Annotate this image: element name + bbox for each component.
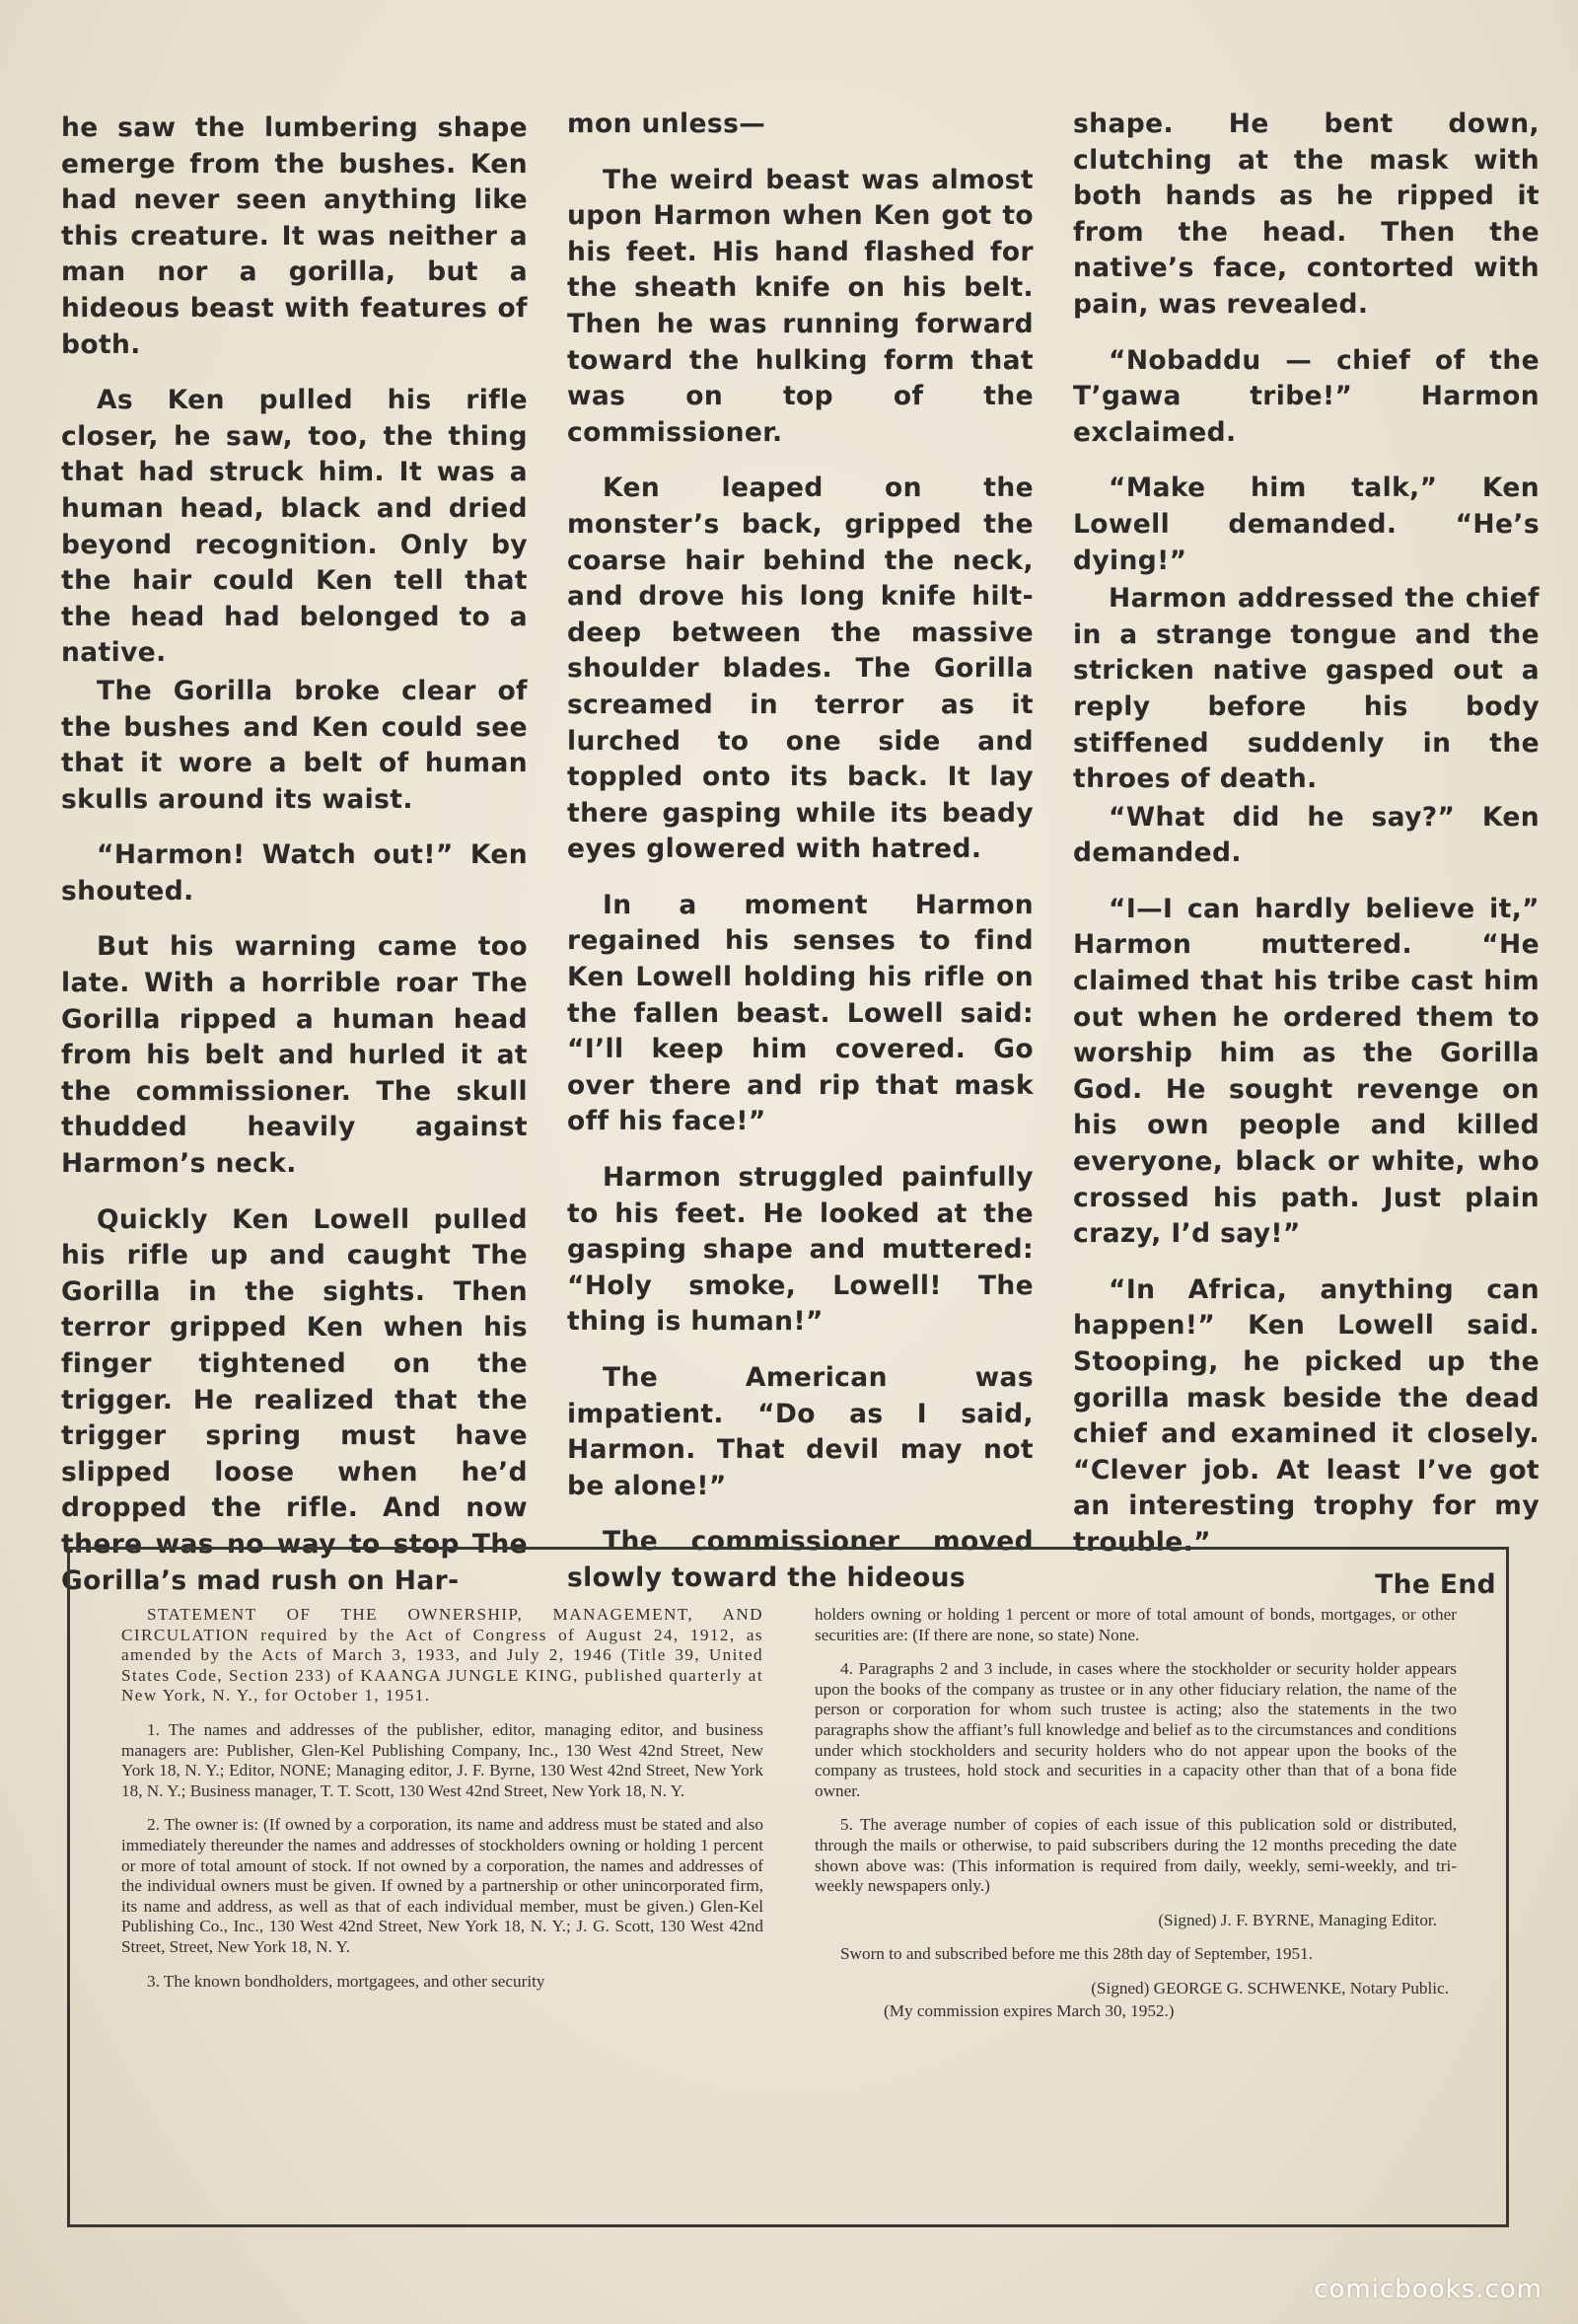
watermark-text: comicbooks.com bbox=[1314, 2275, 1542, 2304]
story-paragraph: “What did he say?” Ken demanded. bbox=[1073, 801, 1540, 869]
managing-editor-signature: (Signed) J. F. BYRNE, Managing Editor. bbox=[1158, 1910, 1437, 1929]
story-paragraph: “Nobaddu — chief of the T’gawa tribe!” Harmon exclaimed. bbox=[1073, 344, 1540, 448]
story-paragraph: shape. He bent down, clutching at the mask with both hands as he ripped it from the head. Then the native’s face, contorted with pain, was revealed. bbox=[1073, 109, 1540, 320]
statement-paragraph: 4. Paragraphs 2 and 3 include, in cases where the stockholder or security holder appears upon the books of the company as trustee or in any other fiduciary relation, the name of the person or corporation for whom such trustee is acting; also the statements in the two paragraphs show the affiant’s full knowledge and belief as to the circumstances and conditions under which stockholders and security holders who do not appear upon the books of the company as trustees, hold stock and securities in a capacity other than that of a bona fide owner. bbox=[815, 1659, 1457, 1800]
story-paragraph: he saw the lumbering shape emerge from the bushes. Ken had never seen anything like this creature. It was neither a man nor a gorilla, but a hideous beast with features of both. bbox=[61, 112, 528, 360]
story-paragraph: Harmon struggled painfully to his feet. He looked at the gasping shape and muttered: “Holy smoke, Lowell! The thing is human!” bbox=[567, 1162, 1034, 1338]
story-paragraph: The Gorilla broke clear of the bushes and Ken could see that it wore a belt of human skulls around its waist. bbox=[61, 675, 528, 815]
ownership-statement-box bbox=[67, 1547, 1509, 2227]
story-paragraph: Quickly Ken Lowell pulled his rifle up and caught The Gorilla in the sights. Then terror gripped Ken when his finger tightened on the trigger. He realized that the trigger spring must have slipped loose when he’d dropped the rifle. And now there was no way to stop The Gorilla’s mad rush on Har- bbox=[61, 1203, 528, 1596]
story-column-3 bbox=[1073, 107, 1540, 1600]
statement-column-right bbox=[815, 1605, 1457, 2205]
the-end-label: The End bbox=[1375, 1568, 1496, 1600]
story-paragraph: In a moment Harmon regained his senses to find Ken Lowell holding his rifle on the fallen beast. Lowell said: “I’ll keep him covered. Go over there and rip that mask off his face!” bbox=[567, 889, 1034, 1137]
story-paragraph: “Make him talk,” Ken Lowell demanded. “He’s dying!” bbox=[1073, 472, 1540, 576]
sworn-statement: Sworn to and subscribed before me this 28th day of September, 1951. bbox=[840, 1944, 1314, 1964]
statement-column-left bbox=[121, 1605, 763, 2205]
statement-paragraph: 2. The owner is: (If owned by a corporation, its name and address must be stated and also immediately thereunder the names and addresses of stockholders owning or holding 1 percent or more of total amount of stock. If not owned by a corporation, the names and addresses of the individual owners must be given. If owned by a partnership or other unincorporated firm, its name and address, as well as that of each individual member, must be given.) Glen-Kel Publishing Co., Inc., 130 West 42nd Street, New York 18, N. Y.; J. G. Scott, 130 West 42nd Street, Street, New York 18, N. Y. bbox=[121, 1815, 763, 1956]
statement-heading: STATEMENT OF THE OWNERSHIP, MANAGEMENT, AND CIRCULATION required by the Act of Congress of August 24, 1912, as amended by the Acts of March 3, 1933, and July 2, 1946 (Title 39, United States Code, Section 233) of KAANGA JUNGLE KING, published quarterly at New York, N. Y., for October 1, 1951. bbox=[121, 1605, 763, 1706]
story-column-2 bbox=[567, 107, 1034, 1593]
story-paragraph: As Ken pulled his rifle closer, he saw, too, the thing that had struck him. It was a human head, black and dried beyond recognition. Only by the hair could Ken tell that the head had belonged to a native. bbox=[61, 385, 528, 669]
statement-paragraph: 1. The names and addresses of the publisher, editor, managing editor, and business managers are: Publisher, Glen-Kel Publishing Company, Inc., 130 West 42nd Street, New York 18, N. Y.; Editor, NONE; Managing editor, J. F. Byrne, 130 West 42nd Street, New York 18, N. Y.; Business manager, T. T. Scott, 130 West 42nd Street, New York 18, N. Y. bbox=[121, 1719, 763, 1800]
story-paragraph: The weird beast was almost upon Harmon when Ken got to his feet. His hand flashed for the sheath knife on his belt. Then he was running forward toward the hulking form that was on top of the commissioner. bbox=[567, 164, 1034, 448]
story-paragraph: mon unless— bbox=[567, 109, 766, 139]
story-paragraph: “In Africa, anything can happen!” Ken Lowell said. Stooping, he picked up the gorilla mask beside the dead chief and examined it closely. “Clever job. At least I’ve got an interesting trophy for my trouble.” bbox=[1073, 1273, 1540, 1558]
statement-paragraph: 3. The known bondholders, mortgagees, and other security bbox=[147, 1971, 545, 1991]
statement-paragraph: 5. The average number of copies of each issue of this publication sold or distributed, through the mails or otherwise, to paid subscribers during the 12 months preceding the date shown above was: (This information is required from daily, weekly, semi-weekly, and tri-weekly newspapers only.) bbox=[815, 1815, 1457, 1896]
story-text bbox=[61, 109, 1541, 1600]
commission-expiry: (My commission expires March 30, 1952.) bbox=[884, 2000, 1175, 2020]
story-paragraph: But his warning came too late. With a horrible roar The Gorilla ripped a human head from his belt and hurled it at the commissioner. The skull thudded heavily against Harmon’s neck. bbox=[61, 931, 528, 1180]
notary-signature: (Signed) GEORGE G. SCHWENKE, Notary Public. bbox=[1091, 1978, 1449, 1997]
story-paragraph: The commissioner moved slowly toward the hideous bbox=[567, 1526, 1034, 1593]
story-paragraph: Ken leaped on the monster’s back, gripped the coarse hair behind the neck, and drove his long knife hilt-deep between the massive shoulder blades. The Gorilla screamed in terror as it lurched to one side and toppled onto its back. It lay there gasping while its beady eyes glowered with hatred. bbox=[567, 472, 1034, 865]
story-paragraph: The American was impatient. “Do as I said, Harmon. That devil may not be alone!” bbox=[567, 1362, 1034, 1501]
story-column-1 bbox=[61, 110, 528, 1596]
statement-paragraph: holders owning or holding 1 percent or more of total amount of bonds, mortgages, or other securities are: (If there are none, so state) None. bbox=[815, 1605, 1457, 1644]
story-paragraph: “I—I can hardly believe it,” Harmon muttered. “He claimed that his tribe cast him out when he ordered them to worship him as the Gorilla God. He sought revenge on his own people and killed everyone, black or white, who crossed his path. Just plain crazy, I’d say!” bbox=[1073, 893, 1540, 1250]
story-paragraph: Harmon addressed the chief in a strange tongue and the stricken native gasped out a reply before his body stiffened suddenly in the throes of death. bbox=[1073, 583, 1540, 795]
story-paragraph: “Harmon! Watch out!” Ken shouted. bbox=[61, 839, 528, 907]
